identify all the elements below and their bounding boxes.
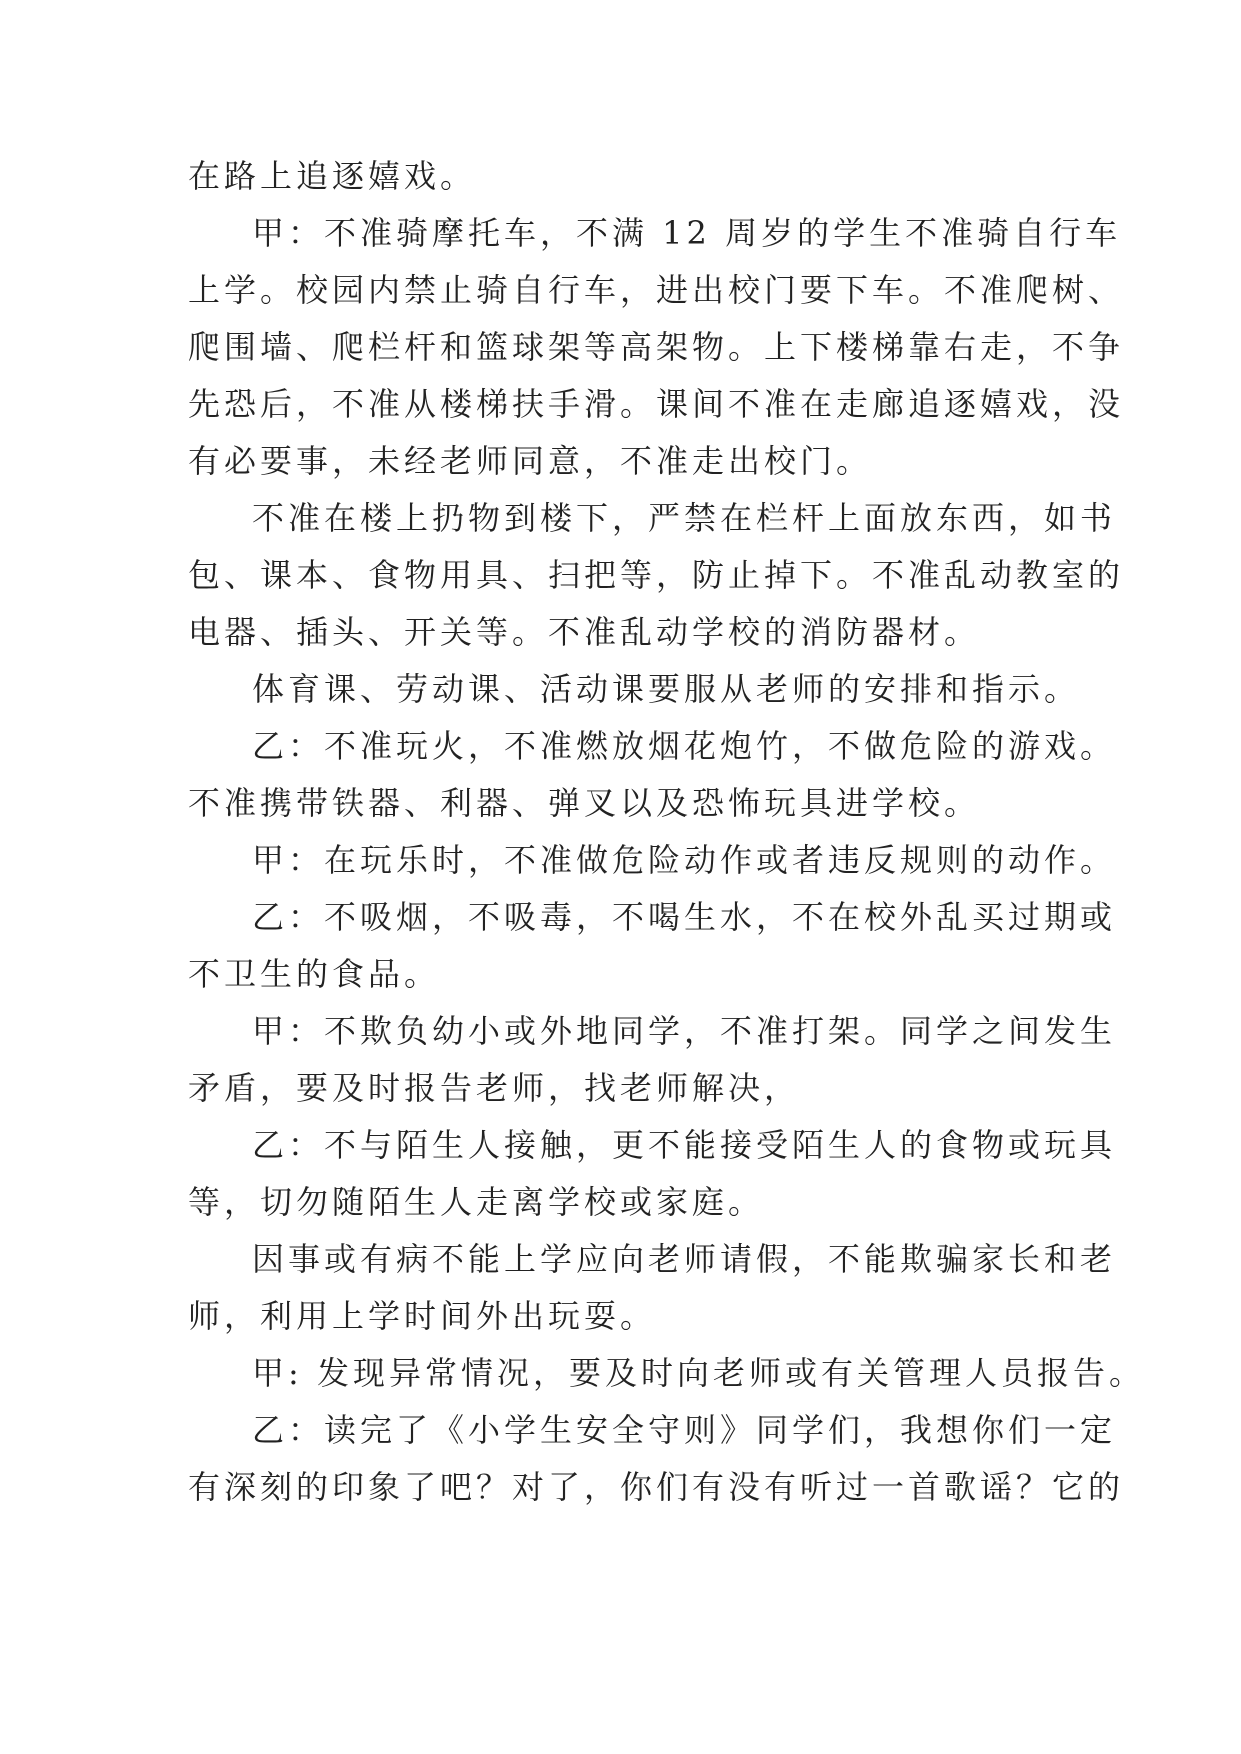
text-line: 等，切勿随陌生人走离学校或家庭。 [188,1183,765,1221]
text-line: 不准在楼上扔物到楼下，严禁在栏杆上面放东西，如书 [252,499,1117,537]
text-line: 甲：不准骑摩托车，不满 12 周岁的学生不准骑自行车 [252,214,1122,252]
text-line: 不卫生的食品。 [188,955,441,993]
text-line: 矛盾，要及时报告老师，找老师解决， [188,1069,801,1107]
text-line: 甲：在玩乐时，不准做危险动作或者违反规则的动作。 [252,841,1117,879]
text-line: 有必要事，未经老师同意，不准走出校门。 [188,442,873,480]
document-page [188,157,1145,1506]
text-line: 在路上追逐嬉戏。 [188,157,477,195]
text-line: 包、课本、食物用具、扫把等，防止掉下。不准乱动教室的 [188,556,1125,594]
text-line: 爬围墙、爬栏杆和篮球架等高架物。上下楼梯靠右走，不争 [188,328,1125,366]
text-line: 乙：读完了《小学生安全守则》同学们，我想你们一定 [252,1411,1117,1449]
text-line: 甲: 发现异常情况，要及时向老师或有关管理人员报告。 [252,1354,1145,1392]
text-line: 乙：不吸烟，不吸毒，不喝生水，不在校外乱买过期或 [252,898,1117,936]
text-line: 师，利用上学时间外出玩耍。 [188,1297,657,1335]
text-line: 体育课、劳动课、活动课要服从老师的安排和指示。 [252,670,1081,708]
text-line: 不准携带铁器、利器、弹叉以及恐怖玩具进学校。 [188,784,981,822]
text-line: 乙：不与陌生人接触，更不能接受陌生人的食物或玩具 [252,1126,1117,1164]
text-line: 乙：不准玩火，不准燃放烟花炮竹，不做危险的游戏。 [252,727,1117,765]
text-line: 电器、插头、开关等。不准乱动学校的消防器材。 [188,613,981,651]
text-line: 有深刻的印象了吧？对了，你们有没有听过一首歌谣？它的 [188,1468,1125,1506]
text-line: 因事或有病不能上学应向老师请假，不能欺骗家长和老 [252,1240,1117,1278]
text-line: 先恐后，不准从楼梯扶手滑。课间不准在走廊追逐嬉戏，没 [188,385,1125,423]
text-line: 甲：不欺负幼小或外地同学，不准打架。同学之间发生 [252,1012,1117,1050]
text-line: 上学。校园内禁止骑自行车，进出校门要下车。不准爬树、 [188,271,1125,309]
